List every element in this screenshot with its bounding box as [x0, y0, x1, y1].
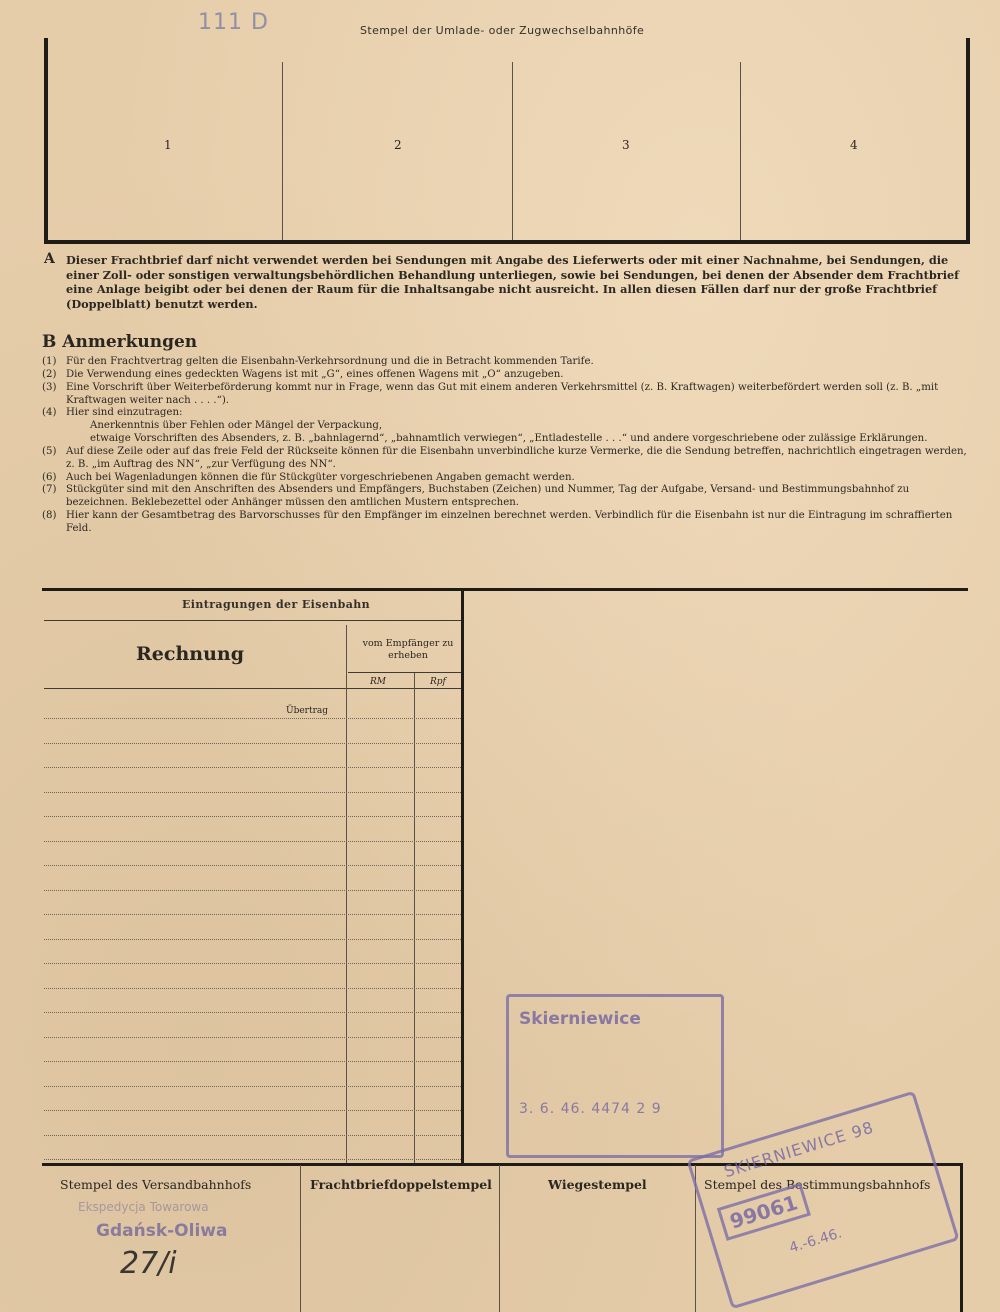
note-item: (7) Stückgüter sind mit den Anschriften des Absenders und Empfängers, Buchstaben (Zeichen) und Nummer, Tag der Aufgabe, Versand- und Bestimmungsbahnhof zu bezeichnen. Beklebezettel oder Anhänger müssen den amtlichen Mustern entsprechen. — [42, 484, 910, 509]
stamp-date-line: 3. 6. 46. 4474 2 9 — [519, 1101, 662, 1117]
note-item: Anerkenntnis über Fehlen oder Mängel der Verpackung, — [90, 420, 383, 432]
note-item: (4) Hier sind einzutragen: — [42, 407, 183, 419]
ledger-line — [44, 767, 461, 768]
uebertrag-label: Übertrag — [286, 706, 329, 716]
column-number: 2 — [394, 138, 402, 152]
ledger-line — [44, 1037, 461, 1038]
ledger-line — [44, 816, 461, 817]
ledger-line — [44, 865, 461, 866]
ledger-line — [44, 939, 461, 940]
stamp-station-name: Skierniewice — [519, 1009, 641, 1029]
ledger-line — [44, 890, 461, 891]
gdansk-stamp-line2: Gdańsk-Oliwa — [96, 1221, 228, 1241]
column-divider — [512, 62, 513, 240]
note-item: (1) Für den Frachtvertrag gelten die Eisenbahn-Verkehrsordnung und die in Betracht kommenden Tarife. — [42, 356, 594, 367]
wiege-stamp-label: Wiegestempel — [548, 1177, 647, 1192]
ledger-line — [44, 963, 461, 964]
note-item: (2) Die Verwendung eines gedeckten Wagens ist mit „G“, eines offenen Wagens mit „O“ anzugeben. — [42, 368, 564, 380]
section-b-notes — [42, 356, 972, 536]
note-item: (8) Hier kann der Gesamtbetrag des Barvorschusses für den Empfänger im einzelnen berechnet werden. Verbindlich für die Eisenbahn ist nur die Eintragung im schraffierten Feld. — [42, 510, 953, 534]
rail-header-rule — [44, 620, 461, 621]
currency-rpf: Rpf — [430, 677, 446, 687]
rail-col-divider — [414, 673, 415, 1166]
ledger-line — [44, 841, 461, 842]
bottom-right-border — [960, 1163, 963, 1312]
handwritten-note: 27/i — [120, 1246, 177, 1281]
section-a-text: Dieser Frachtbrief darf nicht verwendet werden bei Sendungen mit Angabe des Lieferwerts oder mit einer Nachnahme, bei Sendungen, die einer Zoll- oder sonstigen verwaltungsbehördlichen Behandlung unterliegen, sowie bei Sendungen, bei denen der Absender dem Frachtbrief eine Anlage beigibt oder bei denen der Raum für die Inhaltsangabe nicht ausreicht. In allen diesen Fällen darf nur der große Frachtbrief (Doppelblatt) benutzt werden. — [66, 253, 960, 312]
rechnung-heading: Rechnung — [136, 643, 244, 665]
destination-station-stamp — [686, 1091, 959, 1310]
currency-rm: RM — [370, 677, 386, 687]
bestimmung-stamp-label: Stempel des Bestimmungsbahnhofs — [704, 1177, 931, 1192]
destination-stamp-date: 4.-6.46. — [787, 1225, 844, 1257]
gdansk-stamp-line1: Ekspedycja Towarowa — [78, 1200, 209, 1214]
handwritten-number: 111 D — [198, 10, 269, 35]
section-a — [44, 253, 974, 312]
ledger-line — [44, 718, 461, 719]
doppel-stamp-label: Frachtbriefdoppelstempel — [310, 1177, 492, 1192]
rail-entries-header: Eintragungen der Eisenbahn — [182, 598, 371, 611]
top-stamp-table — [44, 38, 970, 244]
divider-rule — [42, 588, 968, 591]
column-divider — [740, 62, 741, 240]
note-item: etwaige Vorschriften des Absenders, z. B. „bahnlagernd“, „bahnamtlich verwiegen“, „Entladestelle . . .“ und andere vorgeschriebene oder zulässige Erklärungen. — [90, 433, 928, 445]
currency-rule — [348, 672, 461, 673]
ledger-line — [44, 1086, 461, 1087]
ledger-line — [44, 792, 461, 793]
ledger-line — [44, 1061, 461, 1062]
column-divider — [282, 62, 283, 240]
note-item: (3) Eine Vorschrift über Weiterbeförderung kommt nur in Frage, wenn das Gut mit einem anderen Verkehrsmittel (z. B. Kraftwagen) weiterbefördert werden soll (z. B. „mit Kraftwagen weiter nach . . . .“). — [42, 381, 939, 406]
rail-box-right-border — [461, 590, 464, 1166]
destination-stamp-number: 99061 — [717, 1183, 811, 1241]
ledger-line — [44, 914, 461, 915]
ledger-line — [44, 988, 461, 989]
ledger-line — [44, 743, 461, 744]
stamp-box-divider — [300, 1165, 301, 1312]
ledger-line — [44, 1012, 461, 1013]
column-number: 3 — [622, 138, 630, 152]
column-number: 4 — [850, 138, 858, 152]
section-b-title: B Anmerkungen — [42, 332, 198, 352]
destination-stamp-name: SKIERNIEWICE 98 — [721, 1117, 877, 1182]
ledger-line — [44, 1110, 461, 1111]
ledger-line — [44, 1159, 461, 1160]
ledger-line — [44, 1135, 461, 1136]
top-table-title: Stempel der Umlade- oder Zugwechselbahnhöfe — [360, 24, 645, 37]
section-a-letter: A — [44, 251, 55, 267]
stamp-box-divider — [499, 1165, 500, 1312]
versand-stamp-label: Stempel des Versandbahnhofs — [60, 1177, 252, 1192]
note-item: (6) Auch bei Wagenladungen können die für Stückgüter vorgeschriebenen Angaben gemacht werden. — [42, 471, 575, 483]
recipient-column-header: vom Empfänger zu erheben — [362, 638, 454, 661]
rail-table-top-rule — [44, 688, 461, 689]
note-item: (5) Auf diese Zeile oder auf das freie Feld der Rückseite können für die Eisenbahn unverbindliche kurze Vermerke, die die Sendung betreffen, nachrichtlich eingetragen werden, z. B. „im Auftrag des NN“, „zur Verfügung des NN“. — [42, 445, 967, 470]
departure-station-stamp — [506, 994, 724, 1158]
column-number: 1 — [164, 138, 172, 152]
